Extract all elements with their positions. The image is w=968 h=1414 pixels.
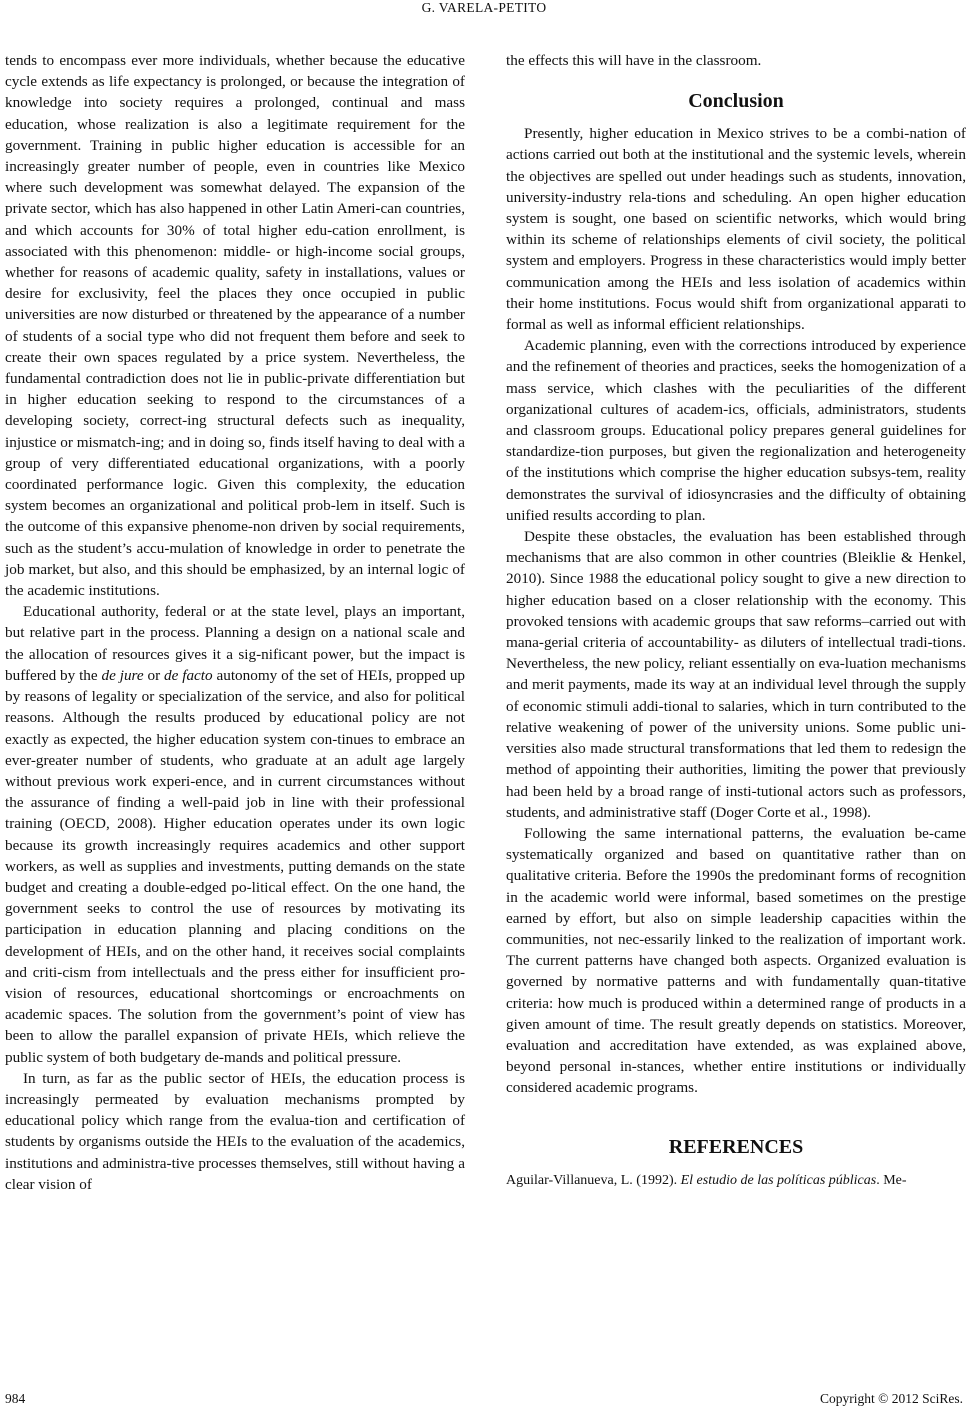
body-paragraph: Academic planning, even with the corrections introduced by experience and the refinement of theories and practices, seeks the homogenization of a mass service, which clashes with the peculiarities of the different organizational cultures of academ-ics, officials, administrators, students and classroom groups. Educational policy prepares general guidelines for standardize-tion purposes, but given the regionalization and heterogeneity of the institutions which comprise the higher education subsys-tem, reality demonstrates the survival of idiosyncrasies and the difficulty of obtaining unified results according to plan.	[506, 337, 966, 524]
body-paragraph: tends to encompass ever more individuals, whether because the educative cycle extends as life expectancy is prolonged, or because the integration of knowledge into society requires a prolonged, continual and mass education, whose realization is also a legitimate requirement for the government. Training in public higher education is accessible for an increasingly greater number of people, even in countries like Mexico where such development was somewhat delayed. The expansion of the private sector, which has also happened in other Latin Ameri-can countries, and which accounts for 30% of total higher edu-cation enrollment, is associated with this phenomenon: middle- or high-income social groups, whether for reasons of academic quality, safety in installations, values or desire for exclusivity, feel the places they once occupied in public universities are now disturbed or threatened by the appearance of a number of students of a social type who did not frequent them before and seek to create their own spaces regulated by a price system. Nevertheless, the fundamental contradiction does not lie in public-private differentiation but in higher education seeking to respond to the circumstances of a developing society, correct-ing structural defects such as inequality, injustice or mismatch-ing; and in doing so, finds itself having to deal with a group of very differentiated educational organizations, with a poorly coordinated performance logic. Given this complexity, the education system becomes an organizational and political prob-lem in itself. Such is the outcome of this expansive phenome-non driven by social requirements, such as the student’s accu-mulation of knowledge in order to penetrate the job market, but also, and this should be emphasized, by an internal logic of the academic institutions.	[5, 52, 465, 600]
right-column	[506, 50, 966, 1191]
section-heading-conclusion: Conclusion	[688, 90, 784, 113]
body-paragraph: Following the same international patterns, the evaluation be-came systematically organized and based on quantitative rather than on qualitative criteria. Before the 1990s the predominant forms of recognition in the academic world were informal, based sometimes on the prestige earned by effort, but also on simple leadership capacities within the communities, not nec-essarily linked to the realization of important work. The current patterns have changed both aspects. Organized evaluation is governed by normative patterns and with fundamentally quan-titative criteria: how much is produced within a determined range of products in a given amount of time. The result greatly depends on statistics. Moreover, evaluation and accreditation have extended, as was explained above, beyond personal in-stances, whether entire institutions or individually considered academic programs.	[506, 824, 966, 1097]
italic-term: de facto	[164, 666, 213, 684]
reference-entry: Aguilar-Villanueva, L. (1992). El estudio de las políticas públicas. Me-	[506, 1172, 907, 1188]
body-paragraph: Despite these obstacles, the evaluation has been established through mechanisms that are also common in other countries (Bleiklie & Henkel, 2010). Since 1988 the educational policy sought to give a new direction to higher education based on a closer relationship with the economy. This provoked tensions with academic groups that saw reforms–carried out with mana-gerial criteria of accountability- as diluters of intellectual tradi-tions. Nevertheless, the new policy, reliant essentially on eva-luation mechanisms and merit payments, made its way at an individual level through the supply of economic stimuli addi-tional to salaries, which in turn contributed to the relative weakening of power of the university unions. Some public uni-versities also made structural transformations that led them to redesign the method of appointing their authorities, limiting the power that previously had been held by a broad range of insti-tutional actors such as professors, students, and administrative staff (Doger Corte et al., 1998).	[506, 528, 966, 821]
body-paragraph: the effects this will have in the classroom.	[506, 52, 762, 69]
page-number: 984	[5, 1391, 26, 1406]
italic-term: de jure	[101, 666, 144, 684]
running-head: G. VARELA-PETITO	[421, 0, 547, 15]
body-paragraph: Presently, higher education in Mexico strives to be a combi-nation of actions carried out both at the institutional and the systemic levels, wherein the objectives are spelled out under headings such as students, innovation, university-industry rela-tions and scheduling. An open higher education system is sought, one based on scientific networks, which would bring within its scheme of relationships elements of civil society, the political system and employers. Progress in these characteristics would imply better communication among the HEIs and less isolation of academics within their home institutions. Focus would shift from organizational apparati to formal as well as informal efficient relationships.	[506, 125, 966, 334]
left-column	[5, 50, 465, 1195]
copyright-notice: Copyright © 2012 SciRes.	[819, 1391, 963, 1406]
body-paragraph: Educational authority, federal or at the state level, plays an important, but relative part in the process. Planning a design on a national scale and the allocation of resources gives it a sig-nificant power, but the impact is buffered by the de jure or de facto autonomy of the set of HEIs, propped up by reasons of legality or specialization of the service, and also for political reasons. Although the results produced by educational policy are not exactly as expected, the higher education system con-tinues to embrace an ever-greater number of students, who graduate at an adult age largely without previous work experi-ence, and in current circumstances without the assurance of finding a well-paid job in line with their professional training (OECD, 2008). Higher education operates under its own logic because its growth increasingly requires academics and other support workers, as well as supplies and investments, putting demands on the state budget and creating a double-edged po-litical effect. On the one hand, the government seeks to control the use of resources by motivating its participation in education planning and placing conditions on the development of HEIs, and on the other hand, it receives social complaints and criti-cism from intellectuals and the press either for insufficient pro-vision of resources, educational shortcomings or encroachments on academic spaces. The solution from the government’s point of view has been to allow the parallel expansion of private HEIs, which relieve the public system of both budgetary de-mands and political pressure.	[5, 603, 466, 1066]
italic-title: El estudio de las políticas públicas	[680, 1172, 877, 1188]
body-paragraph: In turn, as far as the public sector of HEIs, the education process is increasingly permeated by evaluation mechanisms prompted by educational policy which range from the evalua-tion and certification of students by organisms outside the HEIs to the evaluation of the academics, institutions and administra-tive processes themselves, still without having a clear vision of	[5, 1069, 465, 1193]
section-heading-references: REFERENCES	[668, 1135, 804, 1158]
